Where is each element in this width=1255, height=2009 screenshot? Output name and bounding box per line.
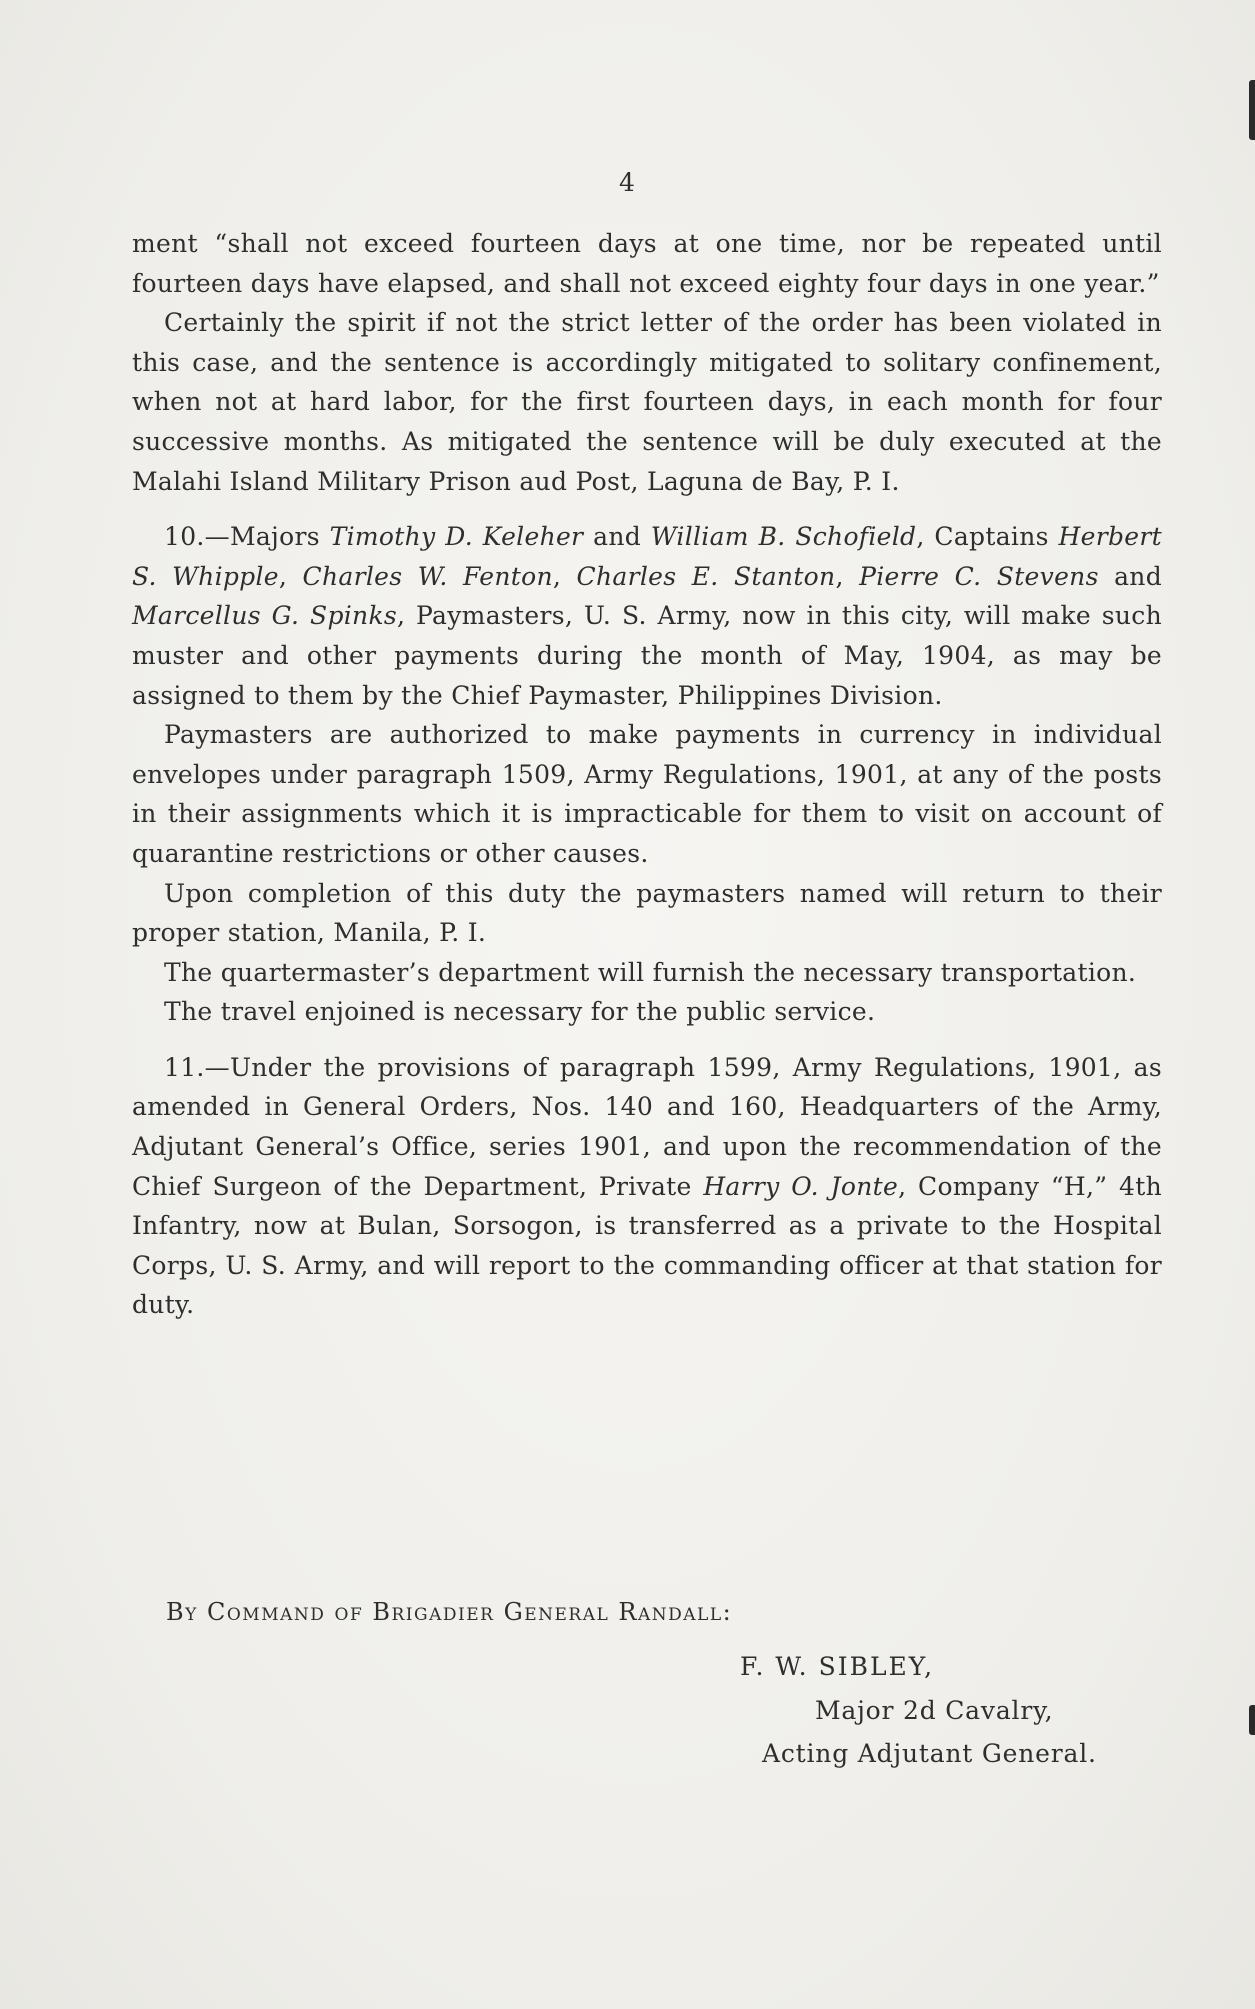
paragraph-return-station: Upon completion of this duty the paymasters named will return to their proper station, Manila, P. I.: [132, 878, 1162, 948]
paragraph-transportation: The quartermaster’s department will furnish the necessary transportation.: [164, 957, 1137, 987]
page-number: 4: [619, 168, 636, 197]
scan-edge-mark: [1249, 80, 1255, 140]
officer-name: Charles E. Stanton: [576, 561, 836, 591]
order-body: [132, 224, 1162, 1325]
officer-name: Herbert S. Whipple: [132, 522, 1162, 591]
officer-name: Marcellus G. Spinks: [132, 601, 398, 631]
paragraph-payment-authority: Paymasters are authorized to make payments in currency in individual envelopes under paragraph 1509, Army Regulations, 1901, at any of the posts in their assignments which it is impracticable for them to visit on account of quarantine restrictions or other causes.: [132, 720, 1162, 868]
scan-edge-mark: [1249, 1705, 1255, 1735]
officer-name: William B. Schofield: [650, 522, 917, 552]
paragraph-continuation: ment “shall not exceed fourteen days at one time, nor be repeated until fourteen days have elapsed, and shall not exceed eighty four days in one year.”: [132, 229, 1162, 298]
private-name: Harry O. Jonte: [703, 1171, 899, 1201]
paragraph-10-paymasters: 10.—Majors Timothy D. Keleher and William B. Schofield, Captains Herbert S. Whipple, Charles W. Fenton, Charles E. Stanton, Pierre C. Stevens and Marcellus G. Spinks, Paymasters, U. S. Army, now in this city, will make such muster and other payments during the month of May, 1904, as may be assigned to them by the Chief Paymaster, Philippines Division.: [132, 522, 1163, 710]
paragraph-travel: The travel enjoined is necessary for the public service.: [164, 997, 876, 1027]
signature-title: Acting Adjutant General.: [762, 1739, 1097, 1768]
paragraph-11-transfer: 11.—Under the provisions of paragraph 1599, Army Regulations, 1901, as amended in General Orders, Nos. 140 and 160, Headquarters of the Army, Adjutant General’s Office, series 1901, and upon the recommendation of the Chief Surgeon of the Department, Private Harry O. Jonte, Company “H,” 4th Infantry, now at Bulan, Sorsogon, is transferred as a private to the Hospital Corps, U. S. Army, and will report to the commanding officer at that station for duty.: [132, 1052, 1162, 1320]
command-line: By Command of Brigadier General Randall:: [166, 1598, 733, 1626]
officer-name: Timothy D. Keleher: [329, 522, 584, 552]
officer-name: Pierre C. Stevens: [859, 561, 1099, 591]
signature-rank: Major 2d Cavalry,: [815, 1696, 1054, 1725]
officer-name: Charles W. Fenton: [302, 561, 553, 591]
signature-name: F. W. SIBLEY,: [740, 1652, 935, 1681]
paragraph-mitigation: Certainly the spirit if not the strict letter of the order has been violated in this case, and the sentence is accordingly mitigated to solitary confinement, when not at hard labor, for the first fourteen days, in each month for four successive months. As mitigated the sentence will be duly executed at the Malahi Island Military Prison aud Post, Laguna de Bay, P. I.: [132, 308, 1162, 496]
